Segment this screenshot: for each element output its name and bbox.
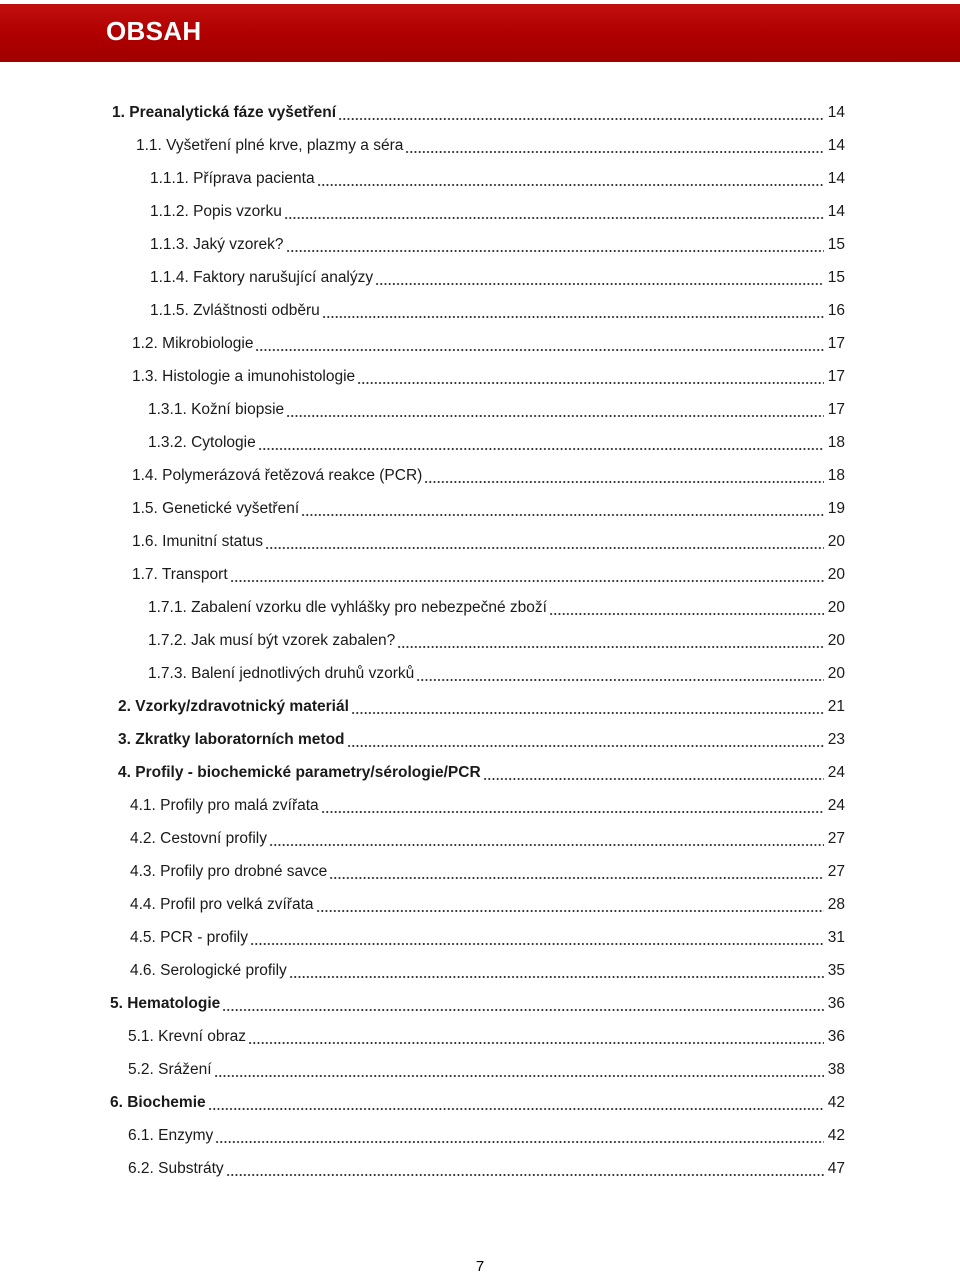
toc-entry[interactable] [0, 690, 960, 723]
toc-entry-label: 6.2. Substráty [128, 1159, 224, 1177]
toc-entry-label: 2. Vzorky/zdravotnický materiál [118, 697, 349, 715]
dot-leader [208, 1096, 824, 1110]
toc-entry[interactable] [0, 624, 960, 657]
toc-entry-label: 1. Preanalytická fáze vyšetření [112, 103, 337, 121]
toc-entry[interactable] [0, 855, 960, 888]
toc-entry-label: 1.7.1. Zabalení vzorku dle vyhlášky pro nebezpečné zboží [148, 598, 547, 616]
toc-entry-page: 24 [827, 796, 845, 814]
toc-entry[interactable] [0, 228, 960, 261]
dot-leader [255, 337, 824, 351]
toc-entry[interactable] [0, 1020, 960, 1053]
toc-entry-label: 1.1.2. Popis vzorku [150, 202, 282, 220]
dot-leader [250, 931, 824, 945]
toc-entry-page: 36 [827, 1027, 845, 1045]
toc-entry[interactable] [0, 525, 960, 558]
toc-entry[interactable] [0, 987, 960, 1020]
dot-leader [347, 733, 824, 747]
toc-entry-page: 24 [827, 763, 845, 781]
toc-entry-page: 14 [827, 103, 845, 121]
dot-leader [248, 1030, 824, 1044]
toc-entry[interactable] [0, 492, 960, 525]
toc-entry-page: 23 [827, 730, 845, 748]
toc-entry[interactable] [0, 756, 960, 789]
dot-leader [286, 238, 824, 252]
toc-entry-page: 21 [827, 697, 845, 715]
dot-leader [284, 205, 824, 219]
toc-entry-label: 1.7.3. Balení jednotlivých druhů vzorků [148, 664, 415, 682]
toc-entry-page: 20 [827, 598, 845, 616]
dot-leader [226, 1162, 824, 1176]
toc-entry[interactable] [0, 822, 960, 855]
dot-leader [424, 469, 824, 483]
toc-entry-label: 3. Zkratky laboratorních metod [118, 730, 345, 748]
table-of-contents [0, 96, 960, 1185]
dot-leader [357, 370, 824, 384]
dot-leader [316, 898, 825, 912]
toc-entry-label: 1.1.5. Zvláštnosti odběru [150, 301, 320, 319]
toc-entry-label: 4.5. PCR - profily [130, 928, 249, 946]
toc-entry-label: 1.1. Vyšetření plné krve, plazmy a séra [136, 136, 404, 154]
toc-entry[interactable] [0, 657, 960, 690]
toc-entry-page: 28 [827, 895, 845, 913]
dot-leader [258, 436, 824, 450]
toc-entry-label: 1.3.2. Cytologie [148, 433, 256, 451]
toc-entry[interactable] [0, 261, 960, 294]
dot-leader [405, 139, 824, 153]
dot-leader [214, 1063, 824, 1077]
dot-leader [286, 403, 824, 417]
dot-leader [351, 700, 824, 714]
toc-entry-label: 1.4. Polymerázová řetězová reakce (PCR) [132, 466, 423, 484]
toc-entry-page: 42 [827, 1093, 845, 1111]
toc-entry-label: 1.3.1. Kožní biopsie [148, 400, 285, 418]
toc-entry-label: 1.5. Genetické vyšetření [132, 499, 300, 517]
toc-entry-page: 20 [827, 532, 845, 550]
toc-entry-label: 5.1. Krevní obraz [128, 1027, 247, 1045]
toc-entry-page: 42 [827, 1126, 845, 1144]
toc-entry[interactable] [0, 327, 960, 360]
dot-leader [549, 601, 824, 615]
toc-entry-page: 20 [827, 664, 845, 682]
toc-entry-page: 27 [827, 862, 845, 880]
toc-entry[interactable] [0, 360, 960, 393]
toc-entry-page: 15 [827, 235, 845, 253]
toc-entry[interactable] [0, 129, 960, 162]
toc-entry[interactable] [0, 195, 960, 228]
dot-leader [317, 172, 824, 186]
toc-entry-label: 4.3. Profily pro drobné savce [130, 862, 328, 880]
toc-entry-label: 1.3. Histologie a imunohistologie [132, 367, 356, 385]
dot-leader [416, 667, 824, 681]
toc-entry-label: 5. Hematologie [110, 994, 221, 1012]
toc-entry-page: 15 [827, 268, 845, 286]
toc-entry[interactable] [0, 459, 960, 492]
dot-leader [397, 634, 824, 648]
toc-entry-page: 17 [827, 367, 845, 385]
toc-entry[interactable] [0, 1119, 960, 1152]
toc-entry-page: 36 [827, 994, 845, 1012]
page-title: OBSAH [106, 16, 202, 46]
toc-entry-label: 1.7. Transport [132, 565, 228, 583]
toc-entry[interactable] [0, 591, 960, 624]
toc-entry-page: 17 [827, 334, 845, 352]
toc-entry-page: 18 [827, 433, 845, 451]
toc-entry[interactable] [0, 294, 960, 327]
toc-entry-label: 4.6. Serologické profily [130, 961, 287, 979]
toc-entry[interactable] [0, 954, 960, 987]
toc-entry-label: 1.1.4. Faktory narušující analýzy [150, 268, 374, 286]
toc-entry[interactable] [0, 558, 960, 591]
toc-entry-page: 38 [827, 1060, 845, 1078]
toc-entry-page: 17 [827, 400, 845, 418]
toc-entry-label: 1.1.1. Příprava pacienta [150, 169, 315, 187]
dot-leader [269, 832, 824, 846]
toc-entry[interactable] [0, 1053, 960, 1086]
toc-entry-label: 4.2. Cestovní profily [130, 829, 267, 847]
dot-leader [230, 568, 824, 582]
toc-entry-page: 14 [827, 169, 845, 187]
toc-entry-label: 1.6. Imunitní status [132, 532, 263, 550]
toc-entry[interactable] [0, 1086, 960, 1119]
toc-entry-page: 27 [827, 829, 845, 847]
page-number: 7 [475, 1258, 485, 1275]
dot-leader [322, 304, 824, 318]
dot-leader [215, 1129, 824, 1143]
dot-leader [222, 997, 824, 1011]
dot-leader [265, 535, 824, 549]
toc-entry-label: 4.4. Profil pro velká zvířata [130, 895, 314, 913]
dot-leader [338, 106, 824, 120]
toc-entry-page: 35 [827, 961, 845, 979]
toc-entry-page: 19 [827, 499, 845, 517]
toc-entry-page: 31 [827, 928, 845, 946]
toc-entry-label: 6.1. Enzymy [128, 1126, 214, 1144]
dot-leader [289, 964, 824, 978]
dot-leader [301, 502, 824, 516]
header-band [0, 4, 960, 62]
toc-entry-page: 47 [827, 1159, 845, 1177]
toc-entry[interactable] [0, 888, 960, 921]
toc-entry-label: 6. Biochemie [110, 1093, 206, 1111]
toc-entry[interactable] [0, 723, 960, 756]
toc-entry-label: 1.1.3. Jaký vzorek? [150, 235, 284, 253]
toc-entry-label: 4.1. Profily pro malá zvířata [130, 796, 319, 814]
toc-entry[interactable] [0, 393, 960, 426]
toc-entry-page: 20 [827, 565, 845, 583]
toc-entry[interactable] [0, 426, 960, 459]
toc-entry-page: 14 [827, 136, 845, 154]
dot-leader [375, 271, 824, 285]
toc-entry-label: 4. Profily - biochemické parametry/sérologie/PCR [118, 763, 481, 781]
toc-entry[interactable] [0, 96, 960, 129]
toc-entry[interactable] [0, 1152, 960, 1185]
toc-entry-page: 20 [827, 631, 845, 649]
toc-entry[interactable] [0, 921, 960, 954]
toc-entry-page: 14 [827, 202, 845, 220]
dot-leader [321, 799, 824, 813]
toc-entry[interactable] [0, 162, 960, 195]
toc-entry-label: 1.2. Mikrobiologie [132, 334, 254, 352]
toc-entry[interactable] [0, 789, 960, 822]
toc-entry-label: 1.7.2. Jak musí být vzorek zabalen? [148, 631, 396, 649]
dot-leader [329, 865, 824, 879]
dot-leader [483, 766, 824, 780]
toc-entry-page: 18 [827, 466, 845, 484]
toc-entry-page: 16 [827, 301, 845, 319]
toc-entry-label: 5.2. Srážení [128, 1060, 212, 1078]
